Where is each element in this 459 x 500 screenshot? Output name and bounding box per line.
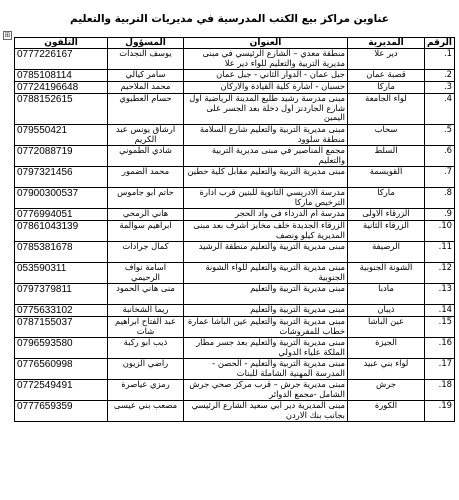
cell-phone: 053590311 <box>15 263 108 284</box>
cell-address: مدرسة ام الدرداء في واد الحجر <box>184 209 348 221</box>
table-header-row <box>15 38 455 49</box>
cell-responsible: شادي الطموني <box>108 146 184 167</box>
cell-num: 4. <box>425 94 455 125</box>
cell-num: 16. <box>425 338 455 359</box>
page-title: عناوين مراكز بيع الكتب المدرسية في مديريات التربية والتعليم <box>70 13 389 25</box>
cell-directorate: لواء الجامعة <box>348 94 425 125</box>
table-row <box>15 82 455 94</box>
table-row <box>15 359 455 380</box>
cell-responsible: محمد الملاحيم <box>108 82 184 94</box>
table-row <box>15 305 455 317</box>
cell-directorate: الشونة الجنوبية <box>348 263 425 284</box>
table-row <box>15 188 455 209</box>
table-row <box>15 338 455 359</box>
cell-responsible: مصعب بني عيسى <box>108 401 184 422</box>
header-phone: التلفون <box>15 38 108 49</box>
cell-num: 2. <box>425 70 455 82</box>
table-row <box>15 209 455 221</box>
header-responsible: المسؤول <box>108 38 184 49</box>
cell-responsible: عبد الفتاح ابراهيم شات <box>108 317 184 338</box>
cell-num: 12. <box>425 263 455 284</box>
cell-address: حسبان - اشارة كلية القيادة والاركان <box>184 82 348 94</box>
cell-phone: 079550421 <box>15 125 108 146</box>
cell-responsible: راضي الزيون <box>108 359 184 380</box>
cell-responsible: حسام العطيوي <box>108 94 184 125</box>
cell-num: 8. <box>425 188 455 209</box>
cell-responsible: اسامة نواف الرحيمي <box>108 263 184 284</box>
cell-num: 17. <box>425 359 455 380</box>
cell-responsible: رمزي عياصرة <box>108 380 184 401</box>
cell-directorate: دير علا <box>348 49 425 70</box>
cell-address: مبنى مديرية التربية والتعليم منطقة الرشيد <box>184 242 348 263</box>
table-row <box>15 49 455 70</box>
cell-address: منطقة معدي – الشارع الرئيسي في مبنى مديرية التربية والتعليم للواء دير علا <box>184 49 348 70</box>
cell-address: مبنى مديرية التربية والتعليم بعد جسر مطار الملكة علياء الدولي <box>184 338 348 359</box>
cell-phone: 0772088719 <box>15 146 108 167</box>
cell-directorate: الزرقاء الثانية <box>348 221 425 242</box>
table-row <box>15 125 455 146</box>
table-row <box>15 317 455 338</box>
cell-directorate: السلط <box>348 146 425 167</box>
cell-directorate: الجيزة <box>348 338 425 359</box>
cell-num: 6. <box>425 146 455 167</box>
cell-num: 18. <box>425 380 455 401</box>
cell-num: 3. <box>425 82 455 94</box>
cell-directorate: الزرقاء الاولى <box>348 209 425 221</box>
table-row <box>15 146 455 167</box>
cell-phone: 0785381678 <box>15 242 108 263</box>
cell-responsible: ريما الشخانبة <box>108 305 184 317</box>
cell-directorate: الرصيفة <box>348 242 425 263</box>
cell-responsible: ذيب ابو ركبة <box>108 338 184 359</box>
cell-directorate: مادبا <box>348 284 425 305</box>
cell-phone: 07861043139 <box>15 221 108 242</box>
table-row <box>15 70 455 82</box>
cell-responsible: يوسف النجدات <box>108 49 184 70</box>
cell-num: 1. <box>425 49 455 70</box>
header-directorate: المديرية <box>348 38 425 49</box>
table-row <box>15 94 455 125</box>
cell-phone: 0777659359 <box>15 401 108 422</box>
cell-address: مجمع المناصير في مبنى مديرية التربية والتعليم <box>184 146 348 167</box>
directorates-table <box>14 37 455 422</box>
table-row <box>15 242 455 263</box>
cell-phone: 0788152615 <box>15 94 108 125</box>
cell-address: مبنى مديرية جرش – قرب مركز صحي جرش الشامل -مجمع الدوائر <box>184 380 348 401</box>
cell-address: مبنى مديرية التربية والتعليم عين الباشا عمارة خطاب للمفروشات <box>184 317 348 338</box>
cell-num: 9. <box>425 209 455 221</box>
cell-phone: 0787155037 <box>15 317 108 338</box>
cell-num: 15. <box>425 317 455 338</box>
cell-phone: 0776994051 <box>15 209 108 221</box>
cell-address: مبنى مديرية التربية والتعليم مقابل كلية حطين <box>184 167 348 188</box>
cell-address: جبل عمان - الدوار الثاني - جبل عمان <box>184 70 348 82</box>
table-row <box>15 167 455 188</box>
table-row <box>15 284 455 305</box>
cell-responsible: كمال جرادات <box>108 242 184 263</box>
cell-phone: 07900300537 <box>15 188 108 209</box>
cell-directorate: ماركا <box>348 188 425 209</box>
cell-address: مبنى مديرية التربية والتعليم <box>184 305 348 317</box>
cell-phone: 0777226167 <box>15 49 108 70</box>
table-row <box>15 263 455 284</box>
cell-num: 13. <box>425 284 455 305</box>
cell-num: 19. <box>425 401 455 422</box>
table-row <box>15 221 455 242</box>
cell-directorate: الكورة <box>348 401 425 422</box>
cell-phone: 0772549491 <box>15 380 108 401</box>
cell-directorate: القويسمة <box>348 167 425 188</box>
cell-address: الزرقاء الجديدة خلف مخابز اشرف بعد مبنى المديرية كيلو ونصف <box>184 221 348 242</box>
cell-address: مبنى مديرية التربية والتعليم <box>184 284 348 305</box>
cell-phone: 0797321456 <box>15 167 108 188</box>
cell-responsible: هاني الرمحي <box>108 209 184 221</box>
cell-address: مبنى المديرية دير ابي سعيد الشارع الرئيسي بجانب بنك الاردن <box>184 401 348 422</box>
cell-directorate: لواء بني عبيد <box>348 359 425 380</box>
cell-responsible: سامر كيالي <box>108 70 184 82</box>
cell-phone: 0776560998 <box>15 359 108 380</box>
cell-responsible: ابراهيم سوالمة <box>108 221 184 242</box>
cell-phone: 07724196648 <box>15 82 108 94</box>
cell-responsible: منى هاني الحمود <box>108 284 184 305</box>
cell-address: مبنى مديرية التربية والتعليم شارع السلامة منطقة سلوود <box>184 125 348 146</box>
cell-num: 11. <box>425 242 455 263</box>
table-row <box>15 380 455 401</box>
header-num: الرقم <box>425 38 455 49</box>
cell-directorate: جرش <box>348 380 425 401</box>
cell-responsible: محمد الضمور <box>108 167 184 188</box>
cell-address: مبنى مدرسة رشيد طليع المدينة الرياضية اول شارع الجاردنز اول دخلة بعد الجسر على اليمين <box>184 94 348 125</box>
cell-phone: 0775633102 <box>15 305 108 317</box>
cell-num: 10. <box>425 221 455 242</box>
cell-phone: 0796593580 <box>15 338 108 359</box>
table-row <box>15 401 455 422</box>
cell-directorate: عين الباشا <box>348 317 425 338</box>
cell-num: 5. <box>425 125 455 146</box>
table-move-handle-icon[interactable]: ⊞ <box>4 31 11 39</box>
cell-num: 7. <box>425 167 455 188</box>
cell-address: مبنى مديرية التربية والتعليم للواء الشونة الجنوبية <box>184 263 348 284</box>
cell-responsible: حاتم ابو جاموس <box>108 188 184 209</box>
cell-phone: 0797379811 <box>15 284 108 305</box>
cell-directorate: ذيبان <box>348 305 425 317</box>
header-address: العنوان <box>184 38 348 49</box>
cell-address: مدرسة الادريسي الثانوية للبنين قرب ادارة الترخيص ماركا <box>184 188 348 209</box>
cell-directorate: ماركا <box>348 82 425 94</box>
cell-address: مبنى مديرية التربية والتعليم - الحصن - المدرسة المهنية الشاملة للبنات <box>184 359 348 380</box>
cell-directorate: قصبة عمان <box>348 70 425 82</box>
cell-responsible: ارشاق يونس عبد الكريم <box>108 125 184 146</box>
cell-directorate: سحاب <box>348 125 425 146</box>
cell-num: 14. <box>425 305 455 317</box>
cell-phone: 0785108114 <box>15 70 108 82</box>
